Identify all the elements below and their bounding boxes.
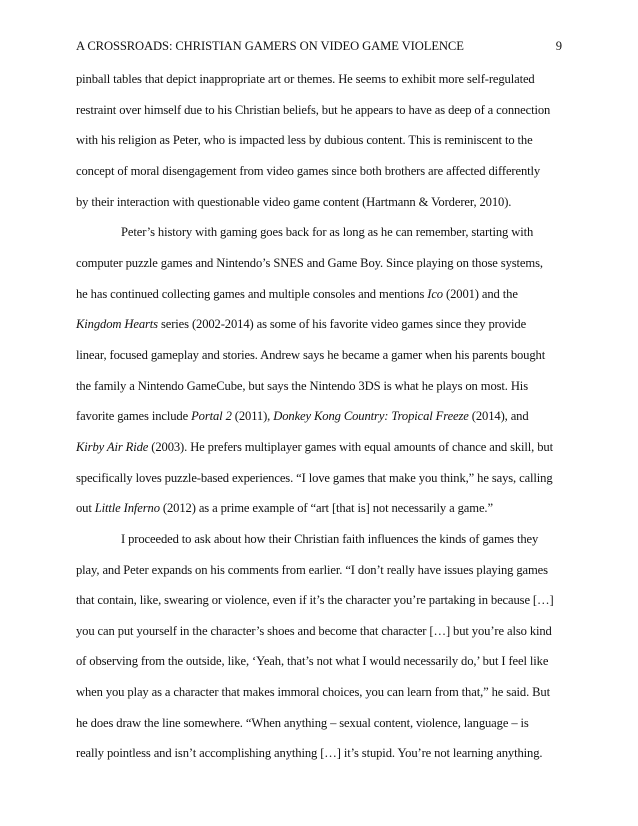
- text-run: really pointless and isn’t accomplishing anything […] it’s stupid. You’re not learning anything.: [76, 746, 543, 761]
- text-run: he has continued collecting games and multiple consoles and mentions: [76, 286, 428, 301]
- text-line: [76, 95, 562, 126]
- text-run: play, and Peter expands on his comments from earlier. “I don’t really have issues playing games: [76, 562, 548, 577]
- text-run: series (2002-2014) as some of his favorite video games since they provide: [157, 317, 527, 332]
- text-line: [76, 493, 562, 524]
- text-run: (2011),: [231, 409, 274, 424]
- text-run: that contain, like, swearing or violence, even if it’s the character you’re partaking in because […]: [76, 593, 554, 608]
- text-line: [76, 738, 562, 769]
- running-header: [76, 38, 562, 54]
- text-run: with his religion as Peter, who is impacted less by dubious content. This is reminiscent to the: [76, 133, 533, 148]
- text-line: [76, 279, 562, 310]
- text-run: he does draw the line somewhere. “When anything – sexual content, violence, language – is: [76, 715, 529, 730]
- body-text: [76, 64, 562, 769]
- text-run: linear, focused gameplay and stories. Andrew says he became a gamer when his parents bought: [76, 347, 546, 362]
- text-line: [76, 555, 562, 586]
- text-run: when you play as a character that makes immoral choices, you can learn from that,” he said. But: [76, 685, 550, 700]
- text-run: concept of moral disengagement from video games since both brothers are affected differently: [76, 163, 541, 178]
- text-line: [76, 432, 562, 463]
- text-line: [76, 187, 562, 218]
- text-line: [76, 309, 562, 340]
- text-run: favorite games include: [76, 409, 192, 424]
- text-line: [76, 125, 562, 156]
- text-line: [76, 524, 562, 555]
- text-run: out: [76, 501, 95, 516]
- text-line: [76, 677, 562, 708]
- text-line: [76, 64, 562, 95]
- text-line: [76, 156, 562, 187]
- text-run: restraint over himself due to his Christian beliefs, but he appears to have as deep of a connection: [76, 102, 551, 117]
- italic-title: Little Inferno: [94, 501, 160, 516]
- text-run: I proceeded to ask about how their Christian faith influences the kinds of games they: [121, 531, 539, 546]
- text-line: [76, 248, 562, 279]
- text-line: [76, 463, 562, 494]
- text-run: (2012) as a prime example of “art [that is] not necessarily a game.”: [159, 501, 493, 516]
- text-run: (2014), and: [468, 409, 529, 424]
- text-run: computer puzzle games and Nintendo’s SNES and Game Boy. Since playing on those systems,: [76, 255, 543, 270]
- text-line: [76, 371, 562, 402]
- italic-title: Kingdom Hearts: [76, 317, 158, 332]
- text-run: of observing from the outside, like, ‘Yeah, that’s not what I would necessarily do,’ but I feel like: [76, 654, 549, 669]
- text-run: (2003). He prefers multiplayer games with equal amounts of chance and skill, but: [148, 439, 553, 454]
- italic-title: Donkey Kong Country: Tropical Freeze: [273, 409, 469, 424]
- text-line: [76, 616, 562, 647]
- text-line: [76, 585, 562, 616]
- page-number: 9: [555, 39, 562, 53]
- italic-title: Kirby Air Ride: [76, 439, 149, 454]
- running-title: A CROSSROADS: CHRISTIAN GAMERS ON VIDEO GAME VIOLENCE: [76, 39, 464, 53]
- text-line: [76, 646, 562, 677]
- text-line: [76, 217, 562, 248]
- text-line: [76, 401, 562, 432]
- text-line: [76, 340, 562, 371]
- text-line: [76, 708, 562, 739]
- text-run: the family a Nintendo GameCube, but says the Nintendo 3DS is what he plays on most. His: [76, 378, 528, 393]
- italic-title: Ico: [427, 286, 443, 301]
- text-run: specifically loves puzzle-based experiences. “I love games that make you think,” he says, calling: [76, 470, 553, 485]
- text-run: (2001) and the: [443, 286, 518, 301]
- text-run: you can put yourself in the character’s shoes and become that character […] but you’re also kind: [76, 623, 552, 638]
- text-run: pinball tables that depict inappropriate art or themes. He seems to exhibit more self-regulated: [76, 72, 535, 86]
- text-run: Peter’s history with gaming goes back for as long as he can remember, starting with: [121, 225, 534, 240]
- text-run: by their interaction with questionable video game content (Hartmann & Vorderer, 2010).: [76, 194, 512, 209]
- italic-title: Portal 2: [191, 409, 232, 424]
